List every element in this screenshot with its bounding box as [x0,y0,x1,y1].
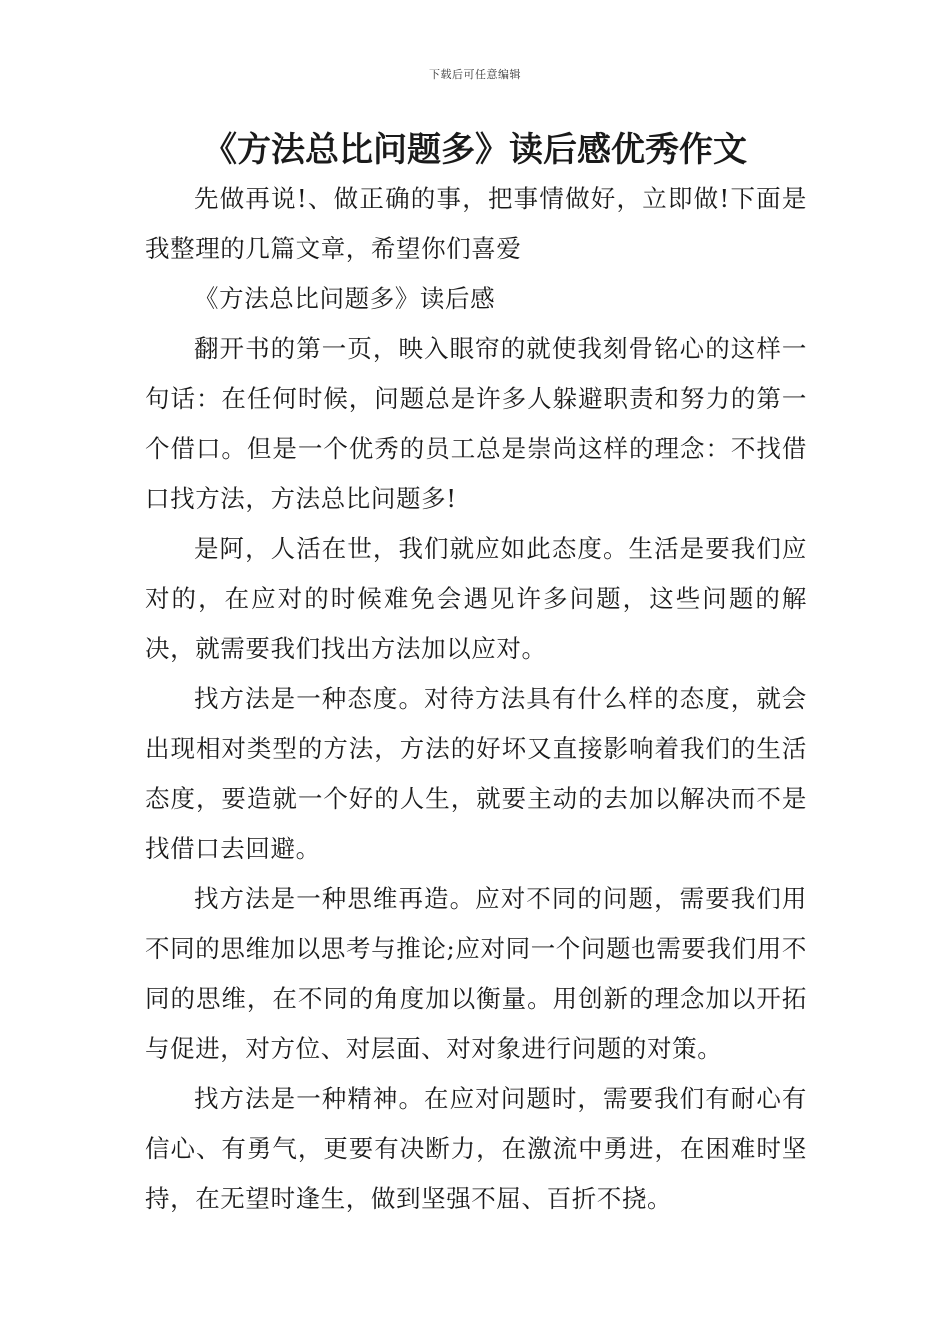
paragraph-2: 是阿，人活在世，我们就应如此态度。生活是要我们应对的，在应对的时候难免会遇见许多问题，这些问题的解决，就需要我们找出方法加以应对。 [145,534,807,663]
paragraph-5: 找方法是一种精神。在应对问题时，需要我们有耐心有信心、有勇气，更要有决断力，在激流中勇进，在困难时坚持，在无望时逢生，做到坚强不屈、百折不挠。 [145,1084,807,1213]
document-title: 《方法总比问题多》读后感优秀作文 [203,130,747,170]
paragraph-intro: 先做再说!、做正确的事，把事情做好，立即做!下面是我整理的几篇文章，希望你们喜爱 [145,184,807,263]
paragraph-4: 找方法是一种思维再造。应对不同的问题，需要我们用不同的思维加以思考与推论;应对同一个问题也需要我们用不同的思维，在不同的角度加以衡量。用创新的理念加以开拓与促进，对方位、对层面、对对象进行问题的对策。 [145,884,807,1063]
paragraph-1: 翻开书的第一页，映入眼帘的就使我刻骨铭心的这样一句话：在任何时候，问题总是许多人躲避职责和努力的第一个借口。但是一个优秀的员工总是崇尚这样的理念：不找借口找方法，方法总比问题多! [145,334,807,513]
paragraph-subtitle: 《方法总比问题多》读后感 [194,284,496,313]
paragraph-3: 找方法是一种态度。对待方法具有什么样的态度，就会出现相对类型的方法，方法的好坏又直接影响着我们的生活态度，要造就一个好的人生，就要主动的去加以解决而不是找借口去回避。 [145,684,807,863]
header-note: 下载后可任意编辑 [429,68,521,81]
document-body [145,174,807,1224]
